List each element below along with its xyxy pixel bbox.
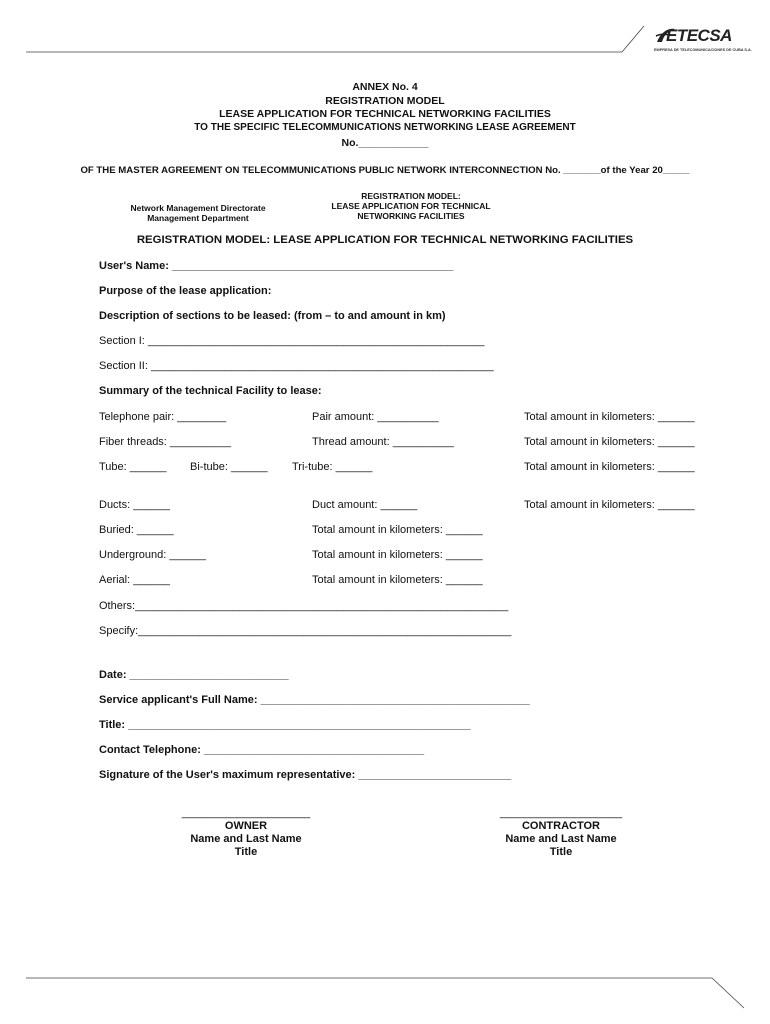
directorate-block	[110, 203, 286, 223]
users-name-field[interactable]: User's Name: ______________________________________________	[99, 260, 454, 272]
tube-field[interactable]: Tube: ______	[99, 461, 167, 473]
thread-amount-field[interactable]: Thread amount: __________	[312, 436, 454, 448]
document-subtitle: TO THE SPECIFIC TELECOMMUNICATIONS NETWORKING LEASE AGREEMENT	[194, 122, 576, 133]
bi-tube-field[interactable]: Bi-tube: ______	[190, 461, 268, 473]
total-km-field-1[interactable]: Total amount in kilometers: ______	[524, 411, 695, 423]
total-km-field-6[interactable]: Total amount in kilometers: ______	[312, 549, 483, 561]
owner-name-label: Name and Last Name	[190, 833, 302, 845]
others-field[interactable]: Others:_____________________________________________________________	[99, 600, 509, 612]
etecsa-logo	[652, 22, 764, 60]
buried-field[interactable]: Buried: ______	[99, 524, 174, 536]
contractor-signature-block	[478, 807, 644, 859]
fiber-threads-field[interactable]: Fiber threads: __________	[99, 436, 232, 448]
annex-number: ANNEX No. 4	[352, 81, 418, 93]
footer-rule	[0, 960, 770, 1024]
contractor-signature-line[interactable]: ____________________	[499, 807, 623, 819]
summary-label: Summary of the technical Facility to lease:	[99, 385, 322, 397]
pair-amount-field[interactable]: Pair amount: __________	[312, 411, 439, 423]
form-title: REGISTRATION MODEL: LEASE APPLICATION FOR TECHNICAL NETWORKING FACILITIES	[136, 234, 634, 246]
model-block-line-1: REGISTRATION MODEL:	[361, 191, 461, 201]
owner-signature-block	[162, 807, 330, 859]
owner-signature-line[interactable]: _____________________	[181, 807, 311, 819]
model-block-line-3: NETWORKING FACILITIES	[357, 211, 465, 221]
applicant-title-field[interactable]: Title: ________________________________________________________	[99, 719, 471, 731]
contractor-title-label: Title	[549, 846, 573, 858]
total-km-field-4[interactable]: Total amount in kilometers: ______	[524, 499, 695, 511]
model-label: REGISTRATION MODEL	[325, 95, 445, 107]
section-1-field[interactable]: Section I: _______________________________________________________	[99, 335, 485, 347]
applicant-full-name-field[interactable]: Service applicant's Full Name: ____________________________________________	[99, 694, 530, 706]
signature-field[interactable]: Signature of the User's maximum representative: _________________________	[99, 769, 512, 781]
total-km-field-5[interactable]: Total amount in kilometers: ______	[312, 524, 483, 536]
model-block	[306, 191, 516, 221]
contractor-role: CONTRACTOR	[521, 820, 600, 832]
ducts-field[interactable]: Ducts: ______	[99, 499, 170, 511]
tri-tube-field[interactable]: Tri-tube: ______	[292, 461, 373, 473]
document-title: LEASE APPLICATION FOR TECHNICAL NETWORKING FACILITIES	[219, 108, 551, 120]
directorate-line-1: Network Management Directorate	[130, 203, 266, 213]
total-km-field-3[interactable]: Total amount in kilometers: ______	[524, 461, 695, 473]
directorate-line-2: Management Department	[147, 213, 249, 223]
description-label: Description of sections to be leased: (from – to and amount in km)	[99, 310, 446, 322]
agreement-number: No.____________	[341, 137, 429, 149]
underground-field[interactable]: Underground: ______	[99, 549, 207, 561]
total-km-field-7[interactable]: Total amount in kilometers: ______	[312, 574, 483, 586]
total-km-field-2[interactable]: Total amount in kilometers: ______	[524, 436, 695, 448]
owner-role: OWNER	[224, 820, 268, 832]
model-block-line-2: LEASE APPLICATION FOR TECHNICAL	[331, 201, 491, 211]
date-field[interactable]: Date: __________________________	[99, 669, 289, 681]
master-agreement-line: OF THE MASTER AGREEMENT ON TELECOMMUNICATIONS PUBLIC NETWORK INTERCONNECTION No. _______of the Year 20_____	[80, 165, 690, 176]
owner-title-label: Title	[234, 846, 258, 858]
contractor-name-label: Name and Last Name	[505, 833, 617, 845]
logo-text: ETECSA	[666, 26, 732, 45]
duct-amount-field[interactable]: Duct amount: ______	[312, 499, 418, 511]
specify-field[interactable]: Specify:_____________________________________________________________	[99, 625, 512, 637]
section-2-field[interactable]: Section II: ________________________________________________________	[99, 360, 494, 372]
purpose-field[interactable]: Purpose of the lease application:	[99, 285, 272, 297]
contact-telephone-field[interactable]: Contact Telephone: ____________________________________	[99, 744, 425, 756]
logo-tagline: EMPRESA DE TELECOMUNICACIONES DE CUBA S.A.	[654, 48, 752, 52]
telephone-pair-field[interactable]: Telephone pair: ________	[99, 411, 227, 423]
aerial-field[interactable]: Aerial: ______	[99, 574, 170, 586]
